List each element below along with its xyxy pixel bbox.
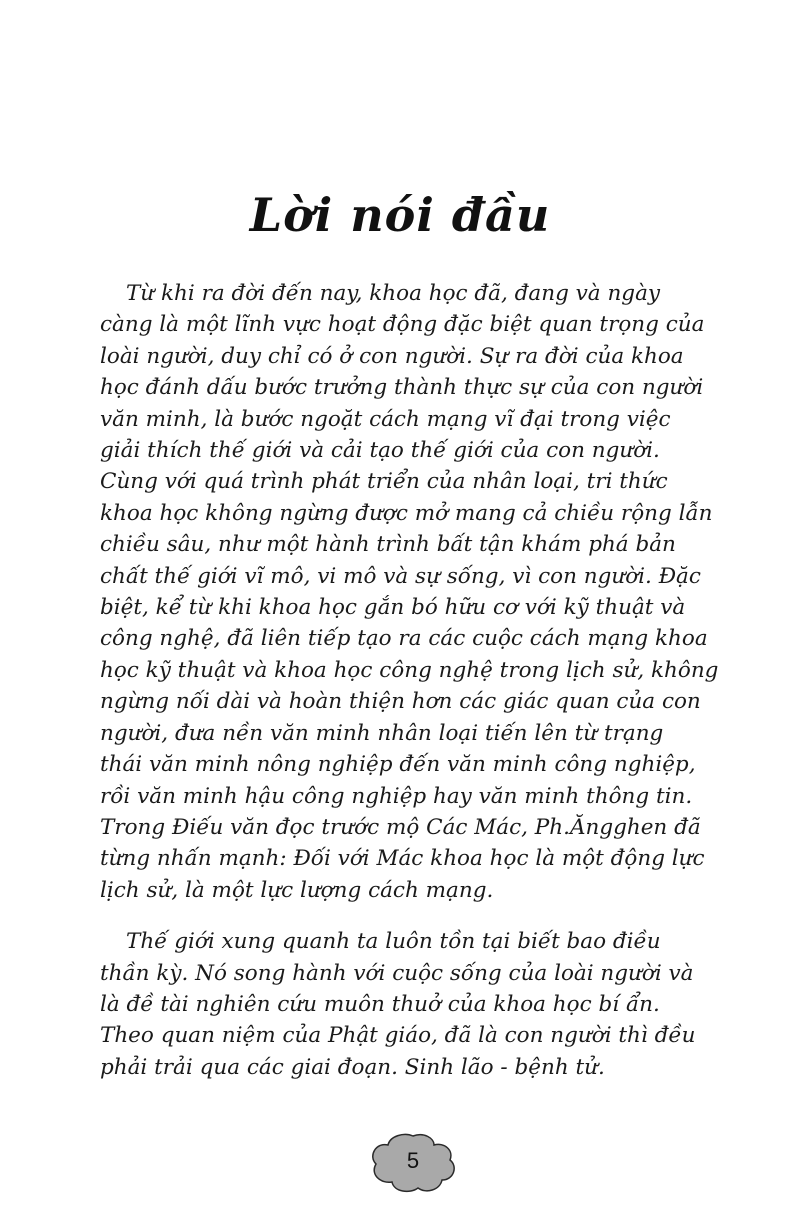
text-line: thần kỳ. Nó song hành với cuộc sống của loài người và bbox=[100, 960, 694, 986]
text-line: Từ khi ra đời đến nay, khoa học đã, đang và ngày bbox=[126, 281, 661, 306]
text-line: rồi văn minh hậu công nghiệp hay văn minh thông tin. bbox=[100, 783, 693, 809]
text-line: phải trải qua các giai đoạn. Sinh lão - bệnh tử. bbox=[100, 1054, 605, 1080]
text-line: Trong Điếu văn đọc trước mộ Các Mác, Ph.Ăngghen đã bbox=[100, 814, 701, 840]
text-line: học kỹ thuật và khoa học công nghệ trong lịch sử, không bbox=[100, 657, 719, 683]
text-line: giải thích thế giới và cải tạo thế giới của con người. bbox=[100, 438, 660, 464]
text-line: thái văn minh nông nghiệp đến văn minh công nghiệp, bbox=[100, 752, 696, 778]
text-line: Theo quan niệm của Phật giáo, đã là con người thì đều bbox=[100, 1023, 696, 1049]
page-number-badge bbox=[368, 1132, 458, 1194]
body-text bbox=[100, 278, 719, 1083]
page-number: 5 bbox=[406, 1148, 420, 1173]
text-line: là đề tài nghiên cứu muôn thuở của khoa học bí ẩn. bbox=[100, 991, 660, 1017]
text-line: Cùng với quá trình phát triển của nhân loại, tri thức bbox=[100, 469, 668, 495]
text-line: lịch sử, là một lực lượng cách mạng. bbox=[100, 877, 494, 903]
text-line: từng nhấn mạnh: Đối với Mác khoa học là một động lực bbox=[100, 846, 705, 872]
text-line: học đánh dấu bước trưởng thành thực sự của con người bbox=[100, 375, 704, 401]
text-line: chất thế giới vĩ mô, vi mô và sự sống, vì con người. Đặc bbox=[100, 563, 701, 589]
text-line: văn minh, là bước ngoặt cách mạng vĩ đại trong việc bbox=[100, 406, 671, 432]
text-line: càng là một lĩnh vực hoạt động đặc biệt quan trọng của bbox=[100, 312, 705, 338]
text-line: biệt, kể từ khi khoa học gắn bó hữu cơ với kỹ thuật và bbox=[100, 595, 686, 621]
chapter-title: Lời nói đầu bbox=[249, 188, 551, 242]
text-line: công nghệ, đã liên tiếp tạo ra các cuộc cách mạng khoa bbox=[100, 626, 708, 652]
text-line: khoa học không ngừng được mở mang cả chiều rộng lẫn bbox=[100, 500, 713, 526]
text-line: loài người, duy chỉ có ở con người. Sự ra đời của khoa bbox=[100, 343, 684, 369]
text-line: người, đưa nền văn minh nhân loại tiến lên từ trạng bbox=[100, 720, 664, 746]
text-line: chiều sâu, như một hành trình bất tận khám phá bản bbox=[100, 532, 676, 558]
text-line: ngừng nối dài và hoàn thiện hơn các giác quan của con bbox=[100, 689, 701, 715]
text-line: Thế giới xung quanh ta luôn tồn tại biết bao điều bbox=[126, 929, 661, 955]
